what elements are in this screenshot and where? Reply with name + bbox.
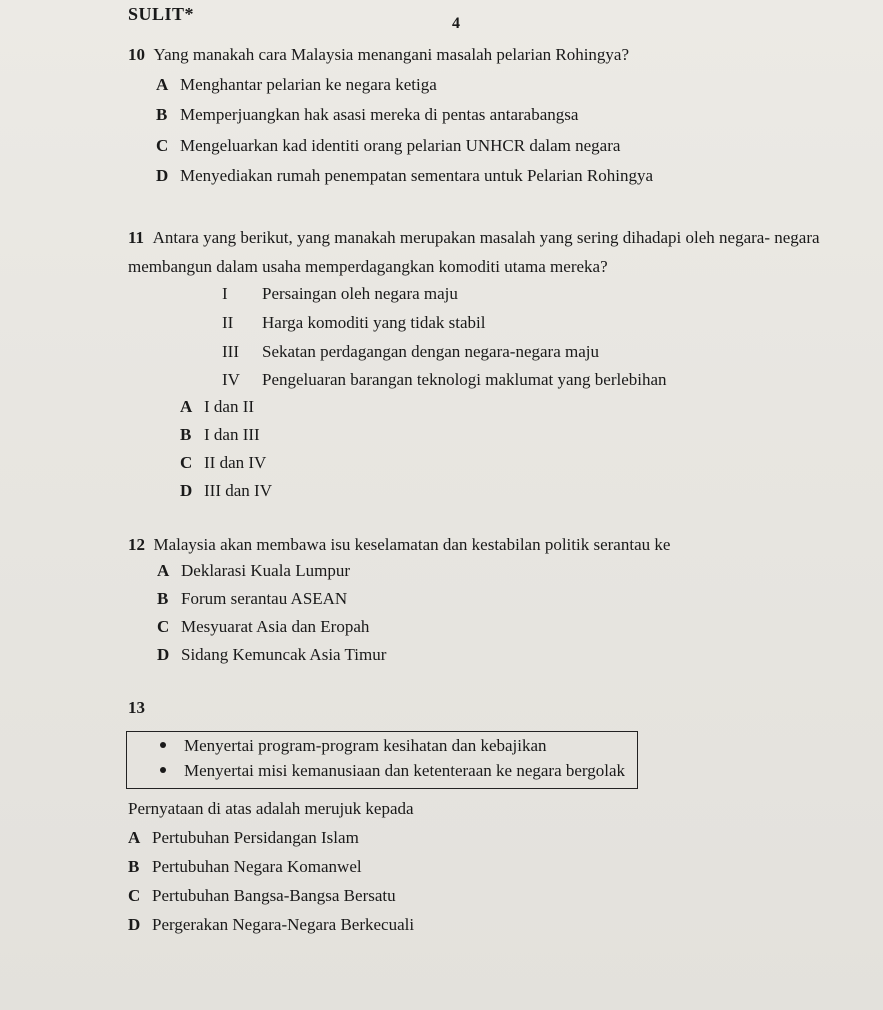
option-letter: B [180, 425, 192, 444]
question-12-number: 12 [128, 535, 145, 554]
option-text: II dan IV [204, 453, 267, 472]
option-letter: D [128, 915, 141, 934]
option-letter: D [157, 645, 170, 664]
q13-bullet-2 [160, 761, 625, 781]
q11-option-b[interactable] [180, 425, 260, 445]
q11-statement-3 [222, 342, 599, 362]
roman-numeral: II [222, 313, 234, 332]
option-text: Pergerakan Negara-Negara Berkecuali [152, 915, 415, 934]
statement-text: Sekatan perdagangan dengan negara-negara maju [262, 342, 599, 361]
question-12-stem-line [128, 535, 670, 555]
question-10-number: 10 [128, 45, 145, 64]
q11-statement-2 [222, 313, 485, 333]
q11-option-c[interactable] [180, 453, 266, 473]
option-text: Pertubuhan Negara Komanwel [152, 857, 362, 876]
statement-text: Harga komoditi yang tidak stabil [262, 313, 486, 332]
option-text: Mesyuarat Asia dan Eropah [181, 617, 370, 636]
statement-text: Persaingan oleh negara maju [262, 284, 458, 303]
q10-option-c[interactable] [156, 136, 620, 156]
option-text: Menyediakan rumah penempatan sementara untuk Pelarian Rohingya [180, 166, 654, 185]
option-letter: A [156, 75, 169, 94]
option-text: I dan III [204, 425, 260, 444]
question-11-stem-line-1 [128, 228, 820, 248]
option-letter: C [128, 886, 141, 905]
option-letter: D [156, 166, 169, 185]
question-10-stem: Yang manakah cara Malaysia menangani masalah pelarian Rohingya? [153, 45, 630, 64]
q11-option-d[interactable] [180, 481, 272, 501]
roman-numeral: IV [222, 370, 240, 389]
option-letter: A [128, 828, 141, 847]
question-11-number: 11 [128, 228, 145, 247]
question-11-stem-line-2: membangun dalam usaha memperdagangkan komoditi utama mereka? [128, 257, 608, 276]
q11-option-a[interactable] [180, 397, 254, 417]
option-text: Sidang Kemuncak Asia Timur [181, 645, 387, 664]
option-letter: C [180, 453, 193, 472]
option-text: III dan IV [204, 481, 272, 500]
option-letter: C [156, 136, 169, 155]
q13-option-a[interactable] [128, 828, 359, 848]
option-letter: B [156, 105, 168, 124]
bullet-text: Menyertai misi kemanusiaan dan ketenteraan ke negara bergolak [184, 761, 626, 780]
bullet-icon [160, 767, 166, 773]
option-letter: A [157, 561, 170, 580]
option-letter: D [180, 481, 193, 500]
q13-option-b[interactable] [128, 857, 362, 877]
question-13-number: 13 [128, 698, 145, 717]
bullet-icon [160, 742, 166, 748]
roman-numeral: III [222, 342, 239, 361]
option-text: Pertubuhan Persidangan Islam [152, 828, 359, 847]
q10-option-d[interactable] [156, 166, 653, 186]
option-text: Menghantar pelarian ke negara ketiga [180, 75, 437, 94]
roman-numeral: I [222, 284, 228, 303]
option-text: Pertubuhan Bangsa-Bangsa Bersatu [152, 886, 396, 905]
page-number: 4 [452, 15, 460, 32]
option-text: Deklarasi Kuala Lumpur [181, 561, 350, 580]
statement-text: Pengeluaran barangan teknologi maklumat yang berlebihan [262, 370, 667, 389]
option-letter: A [180, 397, 193, 416]
option-text: Memperjuangkan hak asasi mereka di pentas antarabangsa [180, 105, 579, 124]
q13-option-d[interactable] [128, 915, 414, 935]
q12-option-d[interactable] [157, 645, 386, 665]
q11-statement-1 [222, 284, 458, 304]
q12-option-c[interactable] [157, 617, 369, 637]
question-11-stem-1: Antara yang berikut, yang manakah merupakan masalah yang sering dihadapi oleh negara- negara [152, 228, 820, 247]
question-12-stem: Malaysia akan membawa isu keselamatan dan kestabilan politik serantau ke [153, 535, 671, 554]
option-letter: B [128, 857, 140, 876]
q13-bullet-1 [160, 736, 547, 756]
question-10-stem-line [128, 45, 629, 65]
q10-option-b[interactable] [156, 105, 578, 125]
q11-statement-4 [222, 370, 667, 390]
option-text: I dan II [204, 397, 255, 416]
q12-option-b[interactable] [157, 589, 347, 609]
option-text: Forum serantau ASEAN [181, 589, 348, 608]
header-label: SULIT* [128, 4, 195, 24]
question-13-stem: Pernyataan di atas adalah merujuk kepada [128, 799, 414, 818]
bullet-text: Menyertai program-program kesihatan dan kebajikan [184, 736, 547, 755]
option-letter: B [157, 589, 169, 608]
q10-option-a[interactable] [156, 75, 437, 95]
q12-option-a[interactable] [157, 561, 350, 581]
option-letter: C [157, 617, 170, 636]
option-text: Mengeluarkan kad identiti orang pelarian UNHCR dalam negara [180, 136, 621, 155]
q13-option-c[interactable] [128, 886, 396, 906]
